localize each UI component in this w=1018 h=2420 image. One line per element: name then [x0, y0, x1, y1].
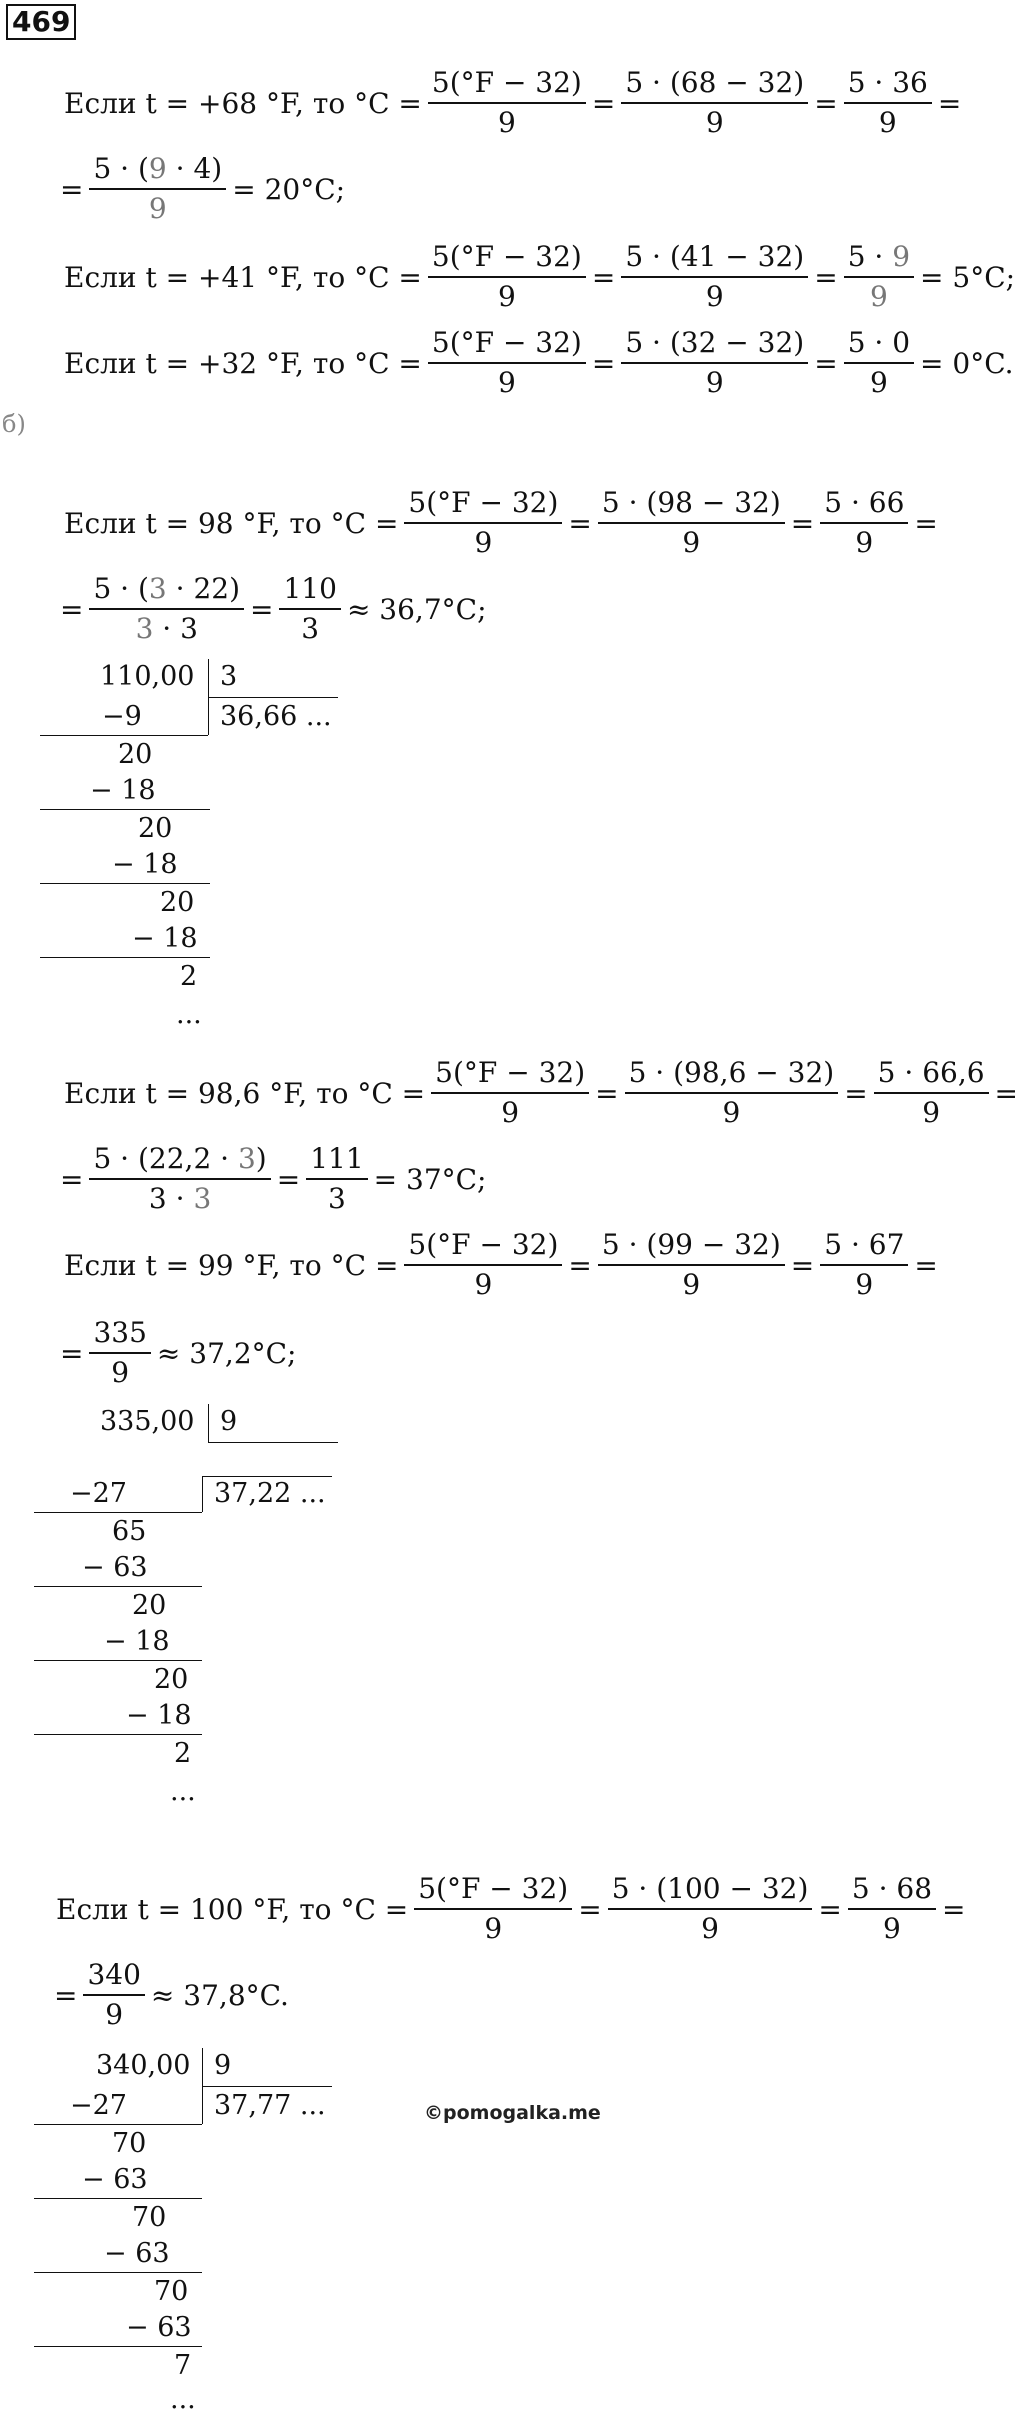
b-line-98-6-cont: = $\frac{5 \cdot (22,2 \cdot 3)}{3 \cdot 3}$ = $\frac{111}{3}$ = 37°C;	[60, 1142, 487, 1215]
fraction: $\frac{5 \cdot (100 - 32)}{9}$	[608, 1874, 813, 1944]
division-step: 2	[180, 961, 198, 992]
division-step: 70	[154, 2276, 189, 2307]
division-step: − 18	[104, 1626, 170, 1657]
division-step: 70	[132, 2202, 167, 2233]
quotient: 36,66 ...	[220, 701, 332, 732]
section-b-label: б)	[2, 410, 26, 438]
fraction: $\frac{340}{9}$	[83, 1960, 144, 2030]
a-line4: Если t = +32 °F, то °C = $\frac{5(^\circ F - 32)}{9}$ = $\frac{5 \cdot (32 - 32)}{9}$ = $\frac{5 \cdot 0}{9}$ = 0°C.	[64, 326, 1014, 399]
fraction: $\frac{5 \cdot 66,6}{9}$	[874, 1058, 989, 1128]
division-step: −9	[102, 701, 142, 732]
division-step: 20	[160, 887, 195, 918]
b-line-99-cont: = $\frac{335}{9}$ ≈ 37,2°C;	[60, 1316, 297, 1389]
b-line-100-cont: = $\frac{340}{9}$ ≈ 37,8°C.	[54, 1958, 289, 2031]
division-step: − 63	[82, 1552, 148, 1583]
fraction: $\frac{5 \cdot (32 - 32)}{9}$	[621, 328, 808, 398]
division-step: 7	[174, 2350, 192, 2381]
a-line1: Если t = +68 °F, то °C = $\frac{5(^\circ F - 32)}{9}$ = $\frac{5 \cdot (68 - 32)}{9}$ = $\frac{5 \cdot 36}{9}$ =	[64, 66, 962, 139]
lead-text: Если t = +68 °F, то °C =	[64, 86, 422, 120]
fraction: $\frac{5 \cdot 9}{9}$	[844, 242, 914, 312]
fraction: $\frac{5(^\circ F - 32)}{9}$	[428, 242, 586, 312]
division-step: 20	[132, 1590, 167, 1621]
watermark: ©pomogalka.me	[424, 2102, 601, 2124]
fraction: $\frac{5(^\circ F - 32)}{9}$	[414, 1874, 572, 1944]
fraction: $\frac{5 \cdot 0}{9}$	[844, 328, 914, 398]
fraction: $\frac{111}{3}$	[306, 1144, 367, 1214]
quotient: 37,22 ...	[214, 1478, 326, 1509]
quotient: 37,77 ...	[214, 2090, 326, 2121]
a-line2: = $\frac{5 \cdot (9 \cdot 4)}{9}$ = 20°C;	[60, 152, 346, 225]
division-step: − 63	[126, 2312, 192, 2343]
fraction: $\frac{5 \cdot (22,2 \cdot 3)}{3 \cdot 3}$	[89, 1144, 270, 1214]
dividend: 110,00	[100, 661, 195, 692]
division-step: 65	[112, 1516, 147, 1547]
fraction: $\frac{5 \cdot (98 - 32)}{9}$	[598, 488, 785, 558]
division-step: − 18	[132, 923, 198, 954]
b-line-98-6: Если t = 98,6 °F, то °C = $\frac{5(^\circ F - 32)}{9}$ = $\frac{5 \cdot (98,6 - 32)}{9}$ = $\frac{5 \cdot 66,6}{9}$ =	[64, 1056, 1018, 1129]
fraction: $\frac{5 \cdot (98,6 - 32)}{9}$	[625, 1058, 839, 1128]
fraction: $\frac{5 \cdot (41 - 32)}{9}$	[621, 242, 808, 312]
fraction: $\frac{5(^\circ F - 32)}{9}$	[404, 1230, 562, 1300]
fraction: $\frac{5 \cdot (99 - 32)}{9}$	[598, 1230, 785, 1300]
fraction: $\frac{5 \cdot 67}{9}$	[820, 1230, 908, 1300]
fraction: $\frac{5(^\circ F - 32)}{9}$	[431, 1058, 589, 1128]
b-line-100: Если t = 100 °F, то °C = $\frac{5(^\circ F - 32)}{9}$ = $\frac{5 \cdot (100 - 32)}{9}$ = $\frac{5 \cdot 68}{9}$ =	[56, 1872, 966, 1945]
division-step: ...	[170, 2384, 196, 2415]
division-step: − 63	[104, 2238, 170, 2269]
dividend: 340,00	[96, 2050, 191, 2081]
fraction: $\frac{5 \cdot 66}{9}$	[820, 488, 908, 558]
b-line-98: Если t = 98 °F, то °C = $\frac{5(^\circ F - 32)}{9}$ = $\frac{5 \cdot (98 - 32)}{9}$ = $\frac{5 \cdot 66}{9}$ =	[64, 486, 938, 559]
fraction: $\frac{5 \cdot 68}{9}$	[848, 1874, 936, 1944]
fraction: $\frac{5 \cdot (68 - 32)}{9}$	[621, 68, 808, 138]
division-step: −27	[70, 2090, 127, 2121]
fraction: $\frac{335}{9}$	[89, 1318, 150, 1388]
fraction: $\frac{5(^\circ F - 32)}{9}$	[428, 328, 586, 398]
fraction: $\frac{5 \cdot (9 \cdot 4)}{9}$	[89, 154, 226, 224]
division-step: 70	[112, 2128, 147, 2159]
divisor: 3	[220, 661, 238, 692]
division-step: −27	[70, 1478, 127, 1509]
fraction: $\frac{5(^\circ F - 32)}{9}$	[428, 68, 586, 138]
division-step: 2	[174, 1738, 192, 1769]
divisor: 9	[214, 2050, 232, 2081]
division-step: − 18	[90, 775, 156, 806]
task-number: 469	[6, 4, 76, 40]
fraction: $\frac{5 \cdot (3 \cdot 22)}{3 \cdot 3}$	[89, 574, 244, 644]
b-line-98-cont: = $\frac{5 \cdot (3 \cdot 22)}{3 \cdot 3}$ = $\frac{110}{3}$ ≈ 36,7°C;	[60, 572, 487, 645]
fraction: $\frac{110}{3}$	[279, 574, 340, 644]
a-line3: Если t = +41 °F, то °C = $\frac{5(^\circ F - 32)}{9}$ = $\frac{5 \cdot (41 - 32)}{9}$ = $\frac{5 \cdot 9}{9}$ = 5°C;	[64, 240, 1016, 313]
division-step: 20	[118, 739, 153, 770]
division-step: − 63	[82, 2164, 148, 2195]
fraction: $\frac{5(^\circ F - 32)}{9}$	[404, 488, 562, 558]
division-step: − 18	[112, 849, 178, 880]
dividend: 335,00	[100, 1406, 195, 1437]
division-step: − 18	[126, 1700, 192, 1731]
division-step: 20	[154, 1664, 189, 1695]
division-step: 20	[138, 813, 173, 844]
division-step: ...	[170, 1776, 196, 1807]
division-step: ...	[176, 999, 202, 1030]
divisor: 9	[220, 1406, 238, 1437]
fraction: $\frac{5 \cdot 36}{9}$	[844, 68, 932, 138]
b-line-99: Если t = 99 °F, то °C = $\frac{5(^\circ F - 32)}{9}$ = $\frac{5 \cdot (99 - 32)}{9}$ = $\frac{5 \cdot 67}{9}$ =	[64, 1228, 938, 1301]
